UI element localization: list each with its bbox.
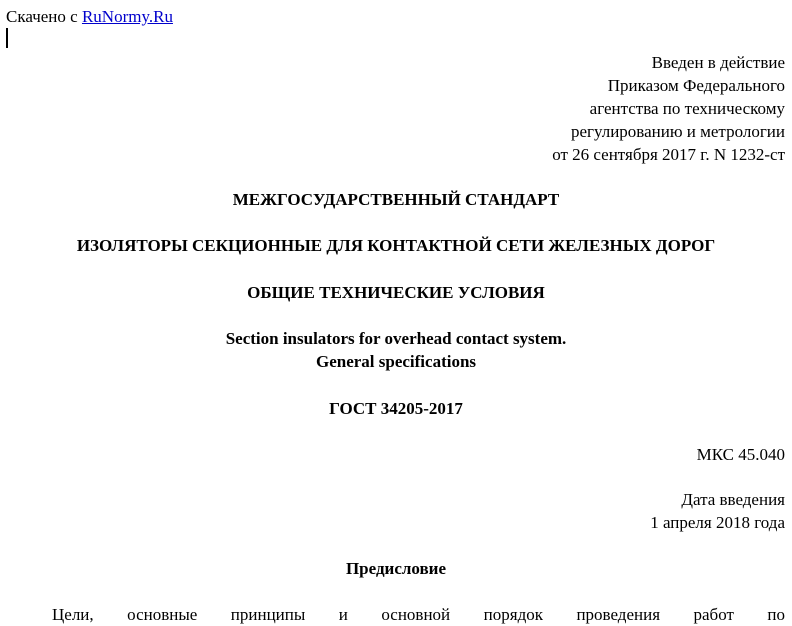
foreword-paragraph: Цели, основные принципы и основной порядок проведения работ по: [52, 605, 785, 624]
approval-block: [552, 51, 785, 166]
approval-line: Приказом Федерального: [607, 76, 785, 95]
approval-line: регулированию и метрологии: [570, 122, 785, 141]
document-designation: ГОСТ 34205-2017: [329, 399, 463, 418]
foreword-heading: Предисловие: [345, 559, 447, 578]
source-link[interactable]: RuNormy.Ru: [81, 7, 173, 26]
approval-line: от 26 сентября 2017 г. N 1232-ст: [552, 145, 785, 164]
document-subtitle-ru: ОБЩИЕ ТЕХНИЧЕСКИЕ УСЛОВИЯ: [247, 283, 545, 302]
document-title-en-line1: Section insulators for overhead contact system.: [225, 329, 567, 348]
document-title-en-line2: General specifications: [315, 352, 477, 371]
document-title-ru: ИЗОЛЯТОРЫ СЕКЦИОННЫЕ ДЛЯ КОНТАКТНОЙ СЕТИ ЖЕЛЕЗНЫХ ДОРОГ: [76, 236, 716, 255]
mks-code: МКС 45.040: [696, 445, 785, 464]
source-prefix: Скачено с: [6, 7, 78, 26]
approval-line: агентства по техническому: [589, 99, 785, 118]
effective-date-value: 1 апреля 2018 года: [650, 513, 785, 532]
standard-type-heading: МЕЖГОСУДАРСТВЕННЫЙ СТАНДАРТ: [232, 190, 560, 209]
text-cursor: [6, 28, 8, 48]
effective-date-label: Дата введения: [681, 490, 785, 509]
source-line: [6, 5, 173, 28]
approval-line: Введен в действие: [651, 53, 785, 72]
